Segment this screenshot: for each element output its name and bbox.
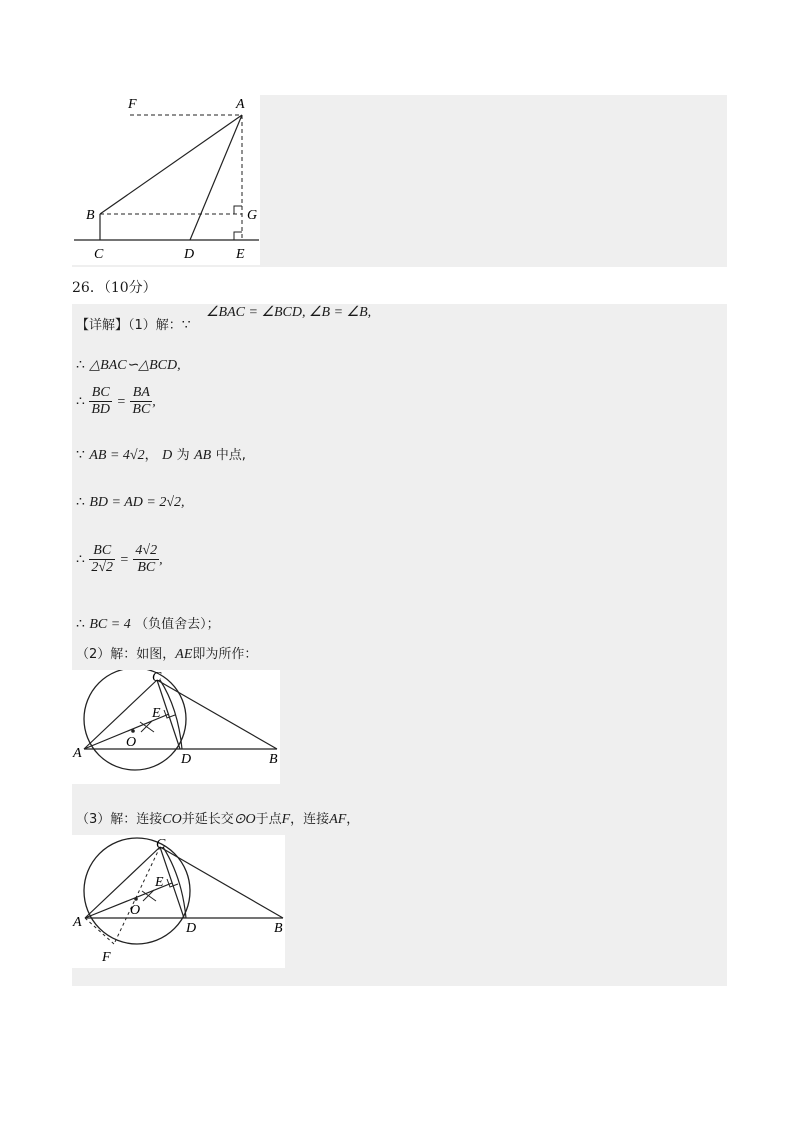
therefore-symbol: ∴ [76,357,85,373]
part2-line [76,643,257,663]
label-d: D [184,247,195,262]
label-g: G [247,208,258,223]
right-angle-e [234,232,242,240]
circle-o [84,838,190,944]
segment-af [85,918,114,944]
label-c: C [94,247,104,262]
question-heading: 26．（10分） [72,280,157,296]
solution-line-7 [76,613,220,633]
therefore-symbol: ∴ [76,494,85,510]
line2-math: △BAC∽△BCD, [89,358,181,373]
comma: , [181,495,185,510]
label-e: E [236,247,245,262]
label-a: A [73,746,82,761]
label-o: O [126,735,137,750]
comma: , [152,394,156,410]
fraction-ba-bc [130,385,152,418]
because-symbol: ∵ [76,447,85,463]
label-d: D [181,752,192,767]
text-midpoint: 中点, [215,448,246,463]
label-o: O [130,903,141,918]
line4-math: AB = 4√2 [89,448,145,463]
label-c: C [152,670,162,685]
figure3-svg [72,835,285,968]
label-a: A [236,97,245,112]
segment-cb [160,847,283,918]
comma: ， [144,448,158,463]
label-c: C [156,837,166,852]
label-f: F [128,97,137,112]
fraction-bc-bd [89,385,112,418]
frac-den: BC [137,560,156,575]
frac-num: BA [130,385,152,402]
label-f: F [102,950,111,965]
label-b: B [269,752,278,767]
part2-end: 即为所作： [192,647,258,662]
center-o-dot [131,729,135,733]
part2-intro: （2）解：如图， [76,647,176,662]
point-d: D [162,448,173,463]
segment-af-text: AF [329,812,347,827]
fraction-bc-2root2 [89,543,115,576]
label-b: B [86,208,95,223]
arc-cd [163,847,186,918]
segment-cf [114,847,160,944]
part3-intro: （3）解：连接 [76,812,163,827]
comma: , [159,552,163,568]
line7-note: （负值舍去）； [135,617,220,632]
frac-num: BC [89,385,112,402]
solution-line-1 [76,314,191,333]
line1-math: ∠BAC = ∠BCD, ∠B = ∠B, [206,305,372,320]
figure2-svg [72,670,280,784]
equals: = [119,552,129,568]
right-angle-g [234,206,242,214]
segment-cd [160,847,184,918]
fraction-4root2-bc [133,543,159,576]
solution-line-4 [76,444,246,464]
frac-den: BD [91,402,111,417]
equals: = [116,394,126,410]
label-d: D [186,921,197,936]
label-a: A [73,915,82,930]
segment-ab [100,115,242,214]
figure3 [72,835,285,968]
part3-line [76,808,359,828]
part3-end: ， [346,812,360,827]
point-f: F [281,812,291,827]
frac-den: 2√2 [91,560,114,575]
segment-ab-text: AB [194,448,212,463]
figure1-svg [72,95,260,265]
solution-line-5 [76,494,185,511]
segment-co-text: CO [162,812,182,827]
part3-mid2: 于点 [255,812,282,827]
construction-arc-2 [143,890,154,901]
label-e: E [152,706,161,721]
text-wei: 为 [176,448,190,463]
right-angle-e [164,710,175,718]
part3-mid3: ，连接 [290,812,330,827]
frac-num: BC [89,543,115,560]
because-symbol: ∵ [181,317,191,333]
figure1 [72,95,260,265]
solution-line-6 [76,543,163,576]
circle-o-text: ⊙O [233,812,256,827]
solution-line-3 [76,385,156,418]
figure2 [72,670,280,784]
therefore-symbol: ∴ [76,616,85,632]
therefore-symbol: ∴ [76,393,85,410]
frac-den: BC [132,402,151,417]
segment-ae-text: AE [175,647,193,662]
part3-mid: 并延长交 [181,812,234,827]
label-e: E [155,875,164,890]
detail-tag: 【详解】 [76,318,129,333]
center-o-dot [134,897,138,901]
label-b: B [274,921,283,936]
arc-cd [160,680,182,749]
solution-line-2 [76,357,181,374]
frac-num: 4√2 [135,543,158,558]
line7-math: BC = 4 [89,617,131,632]
therefore-symbol: ∴ [76,551,85,568]
segment-ac [84,680,157,749]
line5-math: BD = AD = 2√2 [89,495,182,510]
part1-intro: （1）解： [128,318,182,333]
